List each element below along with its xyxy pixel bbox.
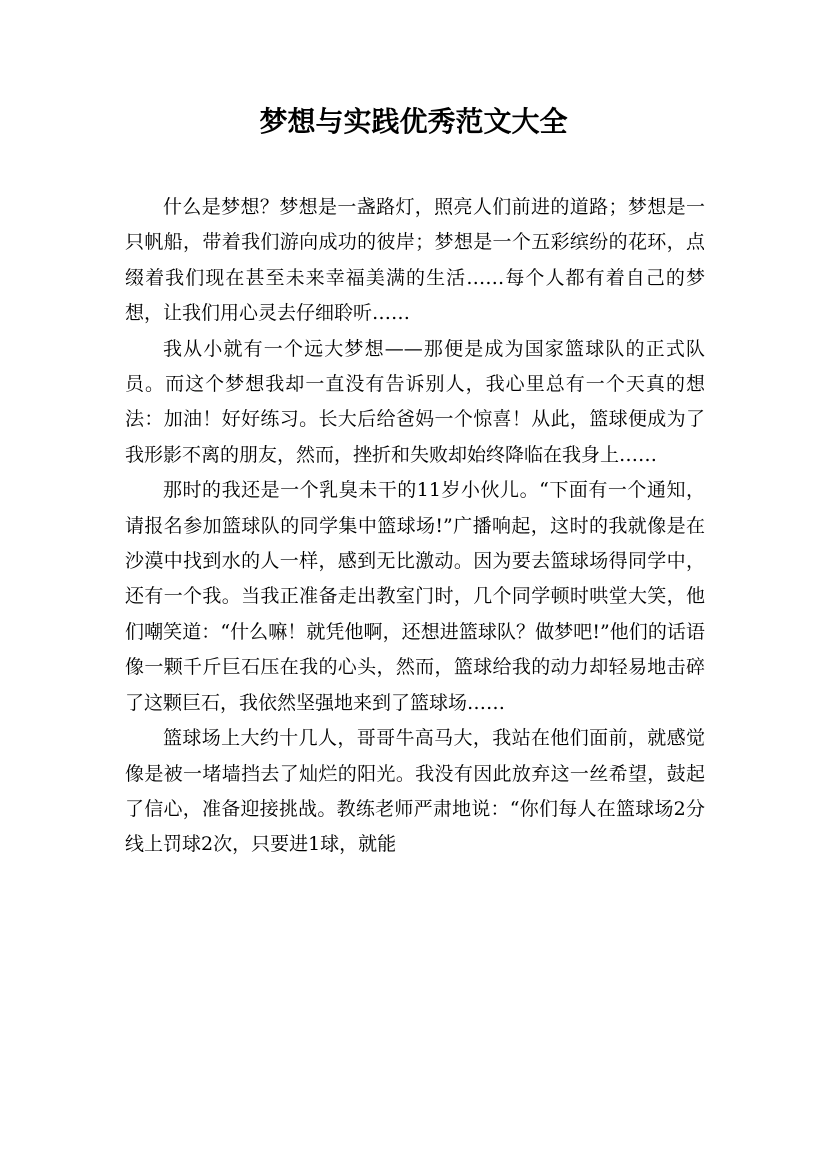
paragraph-1: 什么是梦想？梦想是一盏路灯，照亮人们前进的道路；梦想是一只帆船，带着我们游向成功的彼岸；梦想是一个五彩缤纷的花环，点缀着我们现在甚至未来幸福美满的生活……每个人都有着自己的梦想，让我们用心灵去仔细聆听…… [125, 196, 705, 325]
paragraph-2: 我从小就有一个远大梦想——那便是成为国家篮球队的正式队员。而这个梦想我却一直没有告诉别人，我心里总有一个天真的想法：加油！好好练习。长大后给爸妈一个惊喜！从此，篮球便成为了我形影不离的朋友，然而，挫折和失败却始终降临在我身上…… [125, 337, 705, 466]
document-body [125, 190, 705, 863]
document-title: 梦想与实践优秀范文大全 [259, 105, 568, 138]
paragraph-3: 那时的我还是一个乳臭未干的11岁小伙儿。“下面有一个通知，请报名参加篮球队的同学集中篮球场!”广播响起，这时的我就像是在沙漠中找到水的人一样，感到无比激动。因为要去篮球场得同学中，还有一个我。当我正准备走出教室门时，几个同学顿时哄堂大笑，他们嘲笑道：“什么嘛！就凭他啊，还想进篮球队？做梦吧!”他们的话语像一颗千斤巨石压在我的心头，然而，篮球给我的动力却轻易地击碎了这颗巨石，我依然坚强地来到了篮球场…… [125, 479, 705, 714]
paragraph-4: 篮球场上大约十几人，哥哥牛高马大，我站在他们面前，就感觉像是被一堵墙挡去了灿烂的阳光。我没有因此放弃这一丝希望，鼓起了信心，准备迎接挑战。教练老师严肃地说：“你们每人在篮球场2分线上罚球2次，只要进1球，就能 [125, 727, 705, 856]
